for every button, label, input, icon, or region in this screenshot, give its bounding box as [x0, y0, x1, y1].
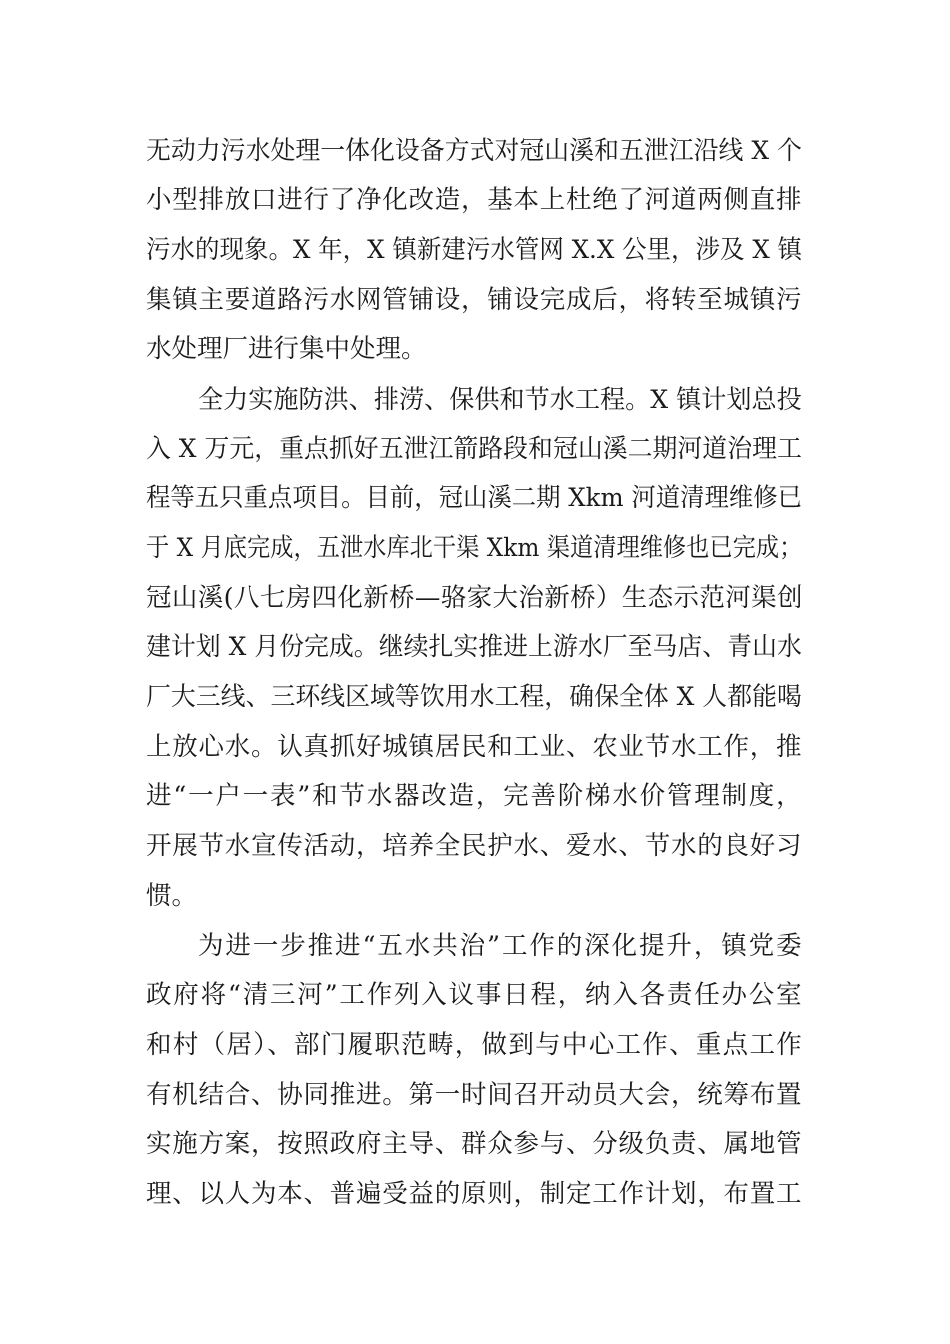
- text-line: [0, 131, 950, 171]
- text-line-content: 实施方案，按照政府主导、群众参与、分级负责、属地管: [146, 1129, 803, 1159]
- text-line-content: 进“一户一表”和节水器改造，完善阶梯水价管理制度，: [146, 781, 804, 811]
- text-line: [0, 776, 950, 816]
- text-line: [0, 578, 950, 618]
- text-line: [0, 876, 950, 916]
- text-line-content: 上放心水。认真抓好城镇居民和工业、农业节水工作，推: [146, 732, 803, 762]
- text-line: [0, 826, 950, 866]
- text-line: [0, 429, 950, 469]
- text-line: [0, 528, 950, 568]
- text-line-content: 污水的现象。X 年，X 镇新建污水管网 X.X 公里，涉及 X 镇: [146, 235, 803, 265]
- text-line: [0, 478, 950, 518]
- text-line-content: 无动力污水处理一体化设备方式对冠山溪和五泄江沿线 X 个: [146, 136, 802, 166]
- text-line: [0, 1075, 950, 1115]
- text-line: [0, 1124, 950, 1164]
- text-line-content: 于 X 月底完成，五泄水库北干渠 Xkm 渠道清理维修也已完成；: [146, 533, 803, 563]
- text-line-content: 水处理厂进行集中处理。: [146, 334, 427, 364]
- text-line-content: 为进一步推进“五水共治”工作的深化提升，镇党委: [198, 931, 804, 961]
- text-line: [0, 180, 950, 220]
- text-line-content: 理、以人为本、普遍受益的原则，制定工作计划，布置工: [146, 1179, 803, 1209]
- text-line-content: 惯。: [146, 881, 198, 911]
- text-line-content: 全力实施防洪、排涝、保供和节水工程。X 镇计划总投: [198, 385, 802, 415]
- text-line-content: 建计划 X 月份完成。继续扎实推进上游水厂至马店、青山水: [146, 632, 802, 662]
- text-line-content: 开展节水宣传活动，培养全民护水、爱水、节水的良好习: [146, 831, 803, 861]
- text-line: [0, 975, 950, 1015]
- text-line-content: 有机结合、协同推进。第一时间召开动员大会，统筹布置: [146, 1080, 803, 1110]
- text-line-content: 入 X 万元，重点抓好五泄江箭路段和冠山溪二期河道治理工: [146, 434, 802, 464]
- text-line-content: 小型排放口进行了净化改造，基本上杜绝了河道两侧直排: [146, 185, 803, 215]
- text-line-content: 程等五只重点项目。目前，冠山溪二期 Xkm 河道清理维修已: [146, 483, 803, 513]
- text-line-content: 厂大三线、三环线区域等饮用水工程，确保全体 X 人都能喝: [146, 682, 802, 712]
- text-line: [0, 727, 950, 767]
- text-line: [0, 1025, 950, 1065]
- text-line: [0, 230, 950, 270]
- text-line-content: 集镇主要道路污水网管铺设，铺设完成后，将转至城镇污: [146, 285, 803, 315]
- text-line-content: 政府将“清三河”工作列入议事日程，纳入各责任办公室: [146, 980, 804, 1010]
- text-line: [0, 926, 950, 966]
- text-line-content: 冠山溪(八七房四化新桥—骆家大治新桥）生态示范河渠创: [146, 583, 803, 613]
- text-line: [0, 280, 950, 320]
- text-line-content: 和村（居）、部门履职范畴，做到与中心工作、重点工作: [146, 1030, 804, 1060]
- text-line: [0, 329, 950, 369]
- text-line: [0, 1174, 950, 1214]
- text-line: [0, 380, 950, 420]
- text-line: [0, 677, 950, 717]
- text-line: [0, 627, 950, 667]
